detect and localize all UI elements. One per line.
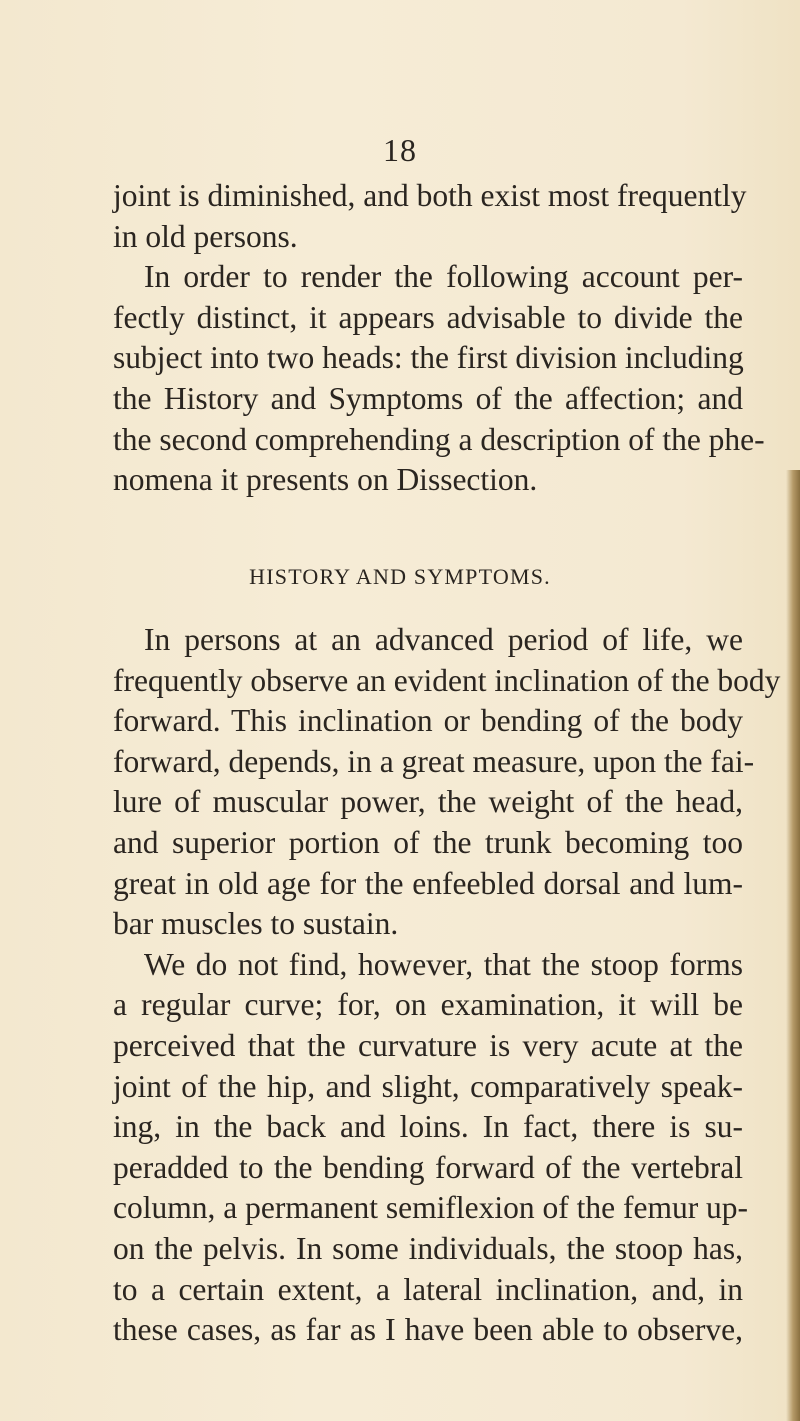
text-line: in old persons. <box>113 218 298 254</box>
text-line: ing, in the back and loins. In fact, there is su- <box>113 1109 743 1145</box>
text-line: frequently observe an evident inclination of the body <box>113 662 781 698</box>
text-line: In persons at an advanced period of life, we <box>144 622 743 657</box>
text-line: the History and Symptoms of the affection; and <box>113 380 743 416</box>
text-line: great in old age for the enfeebled dorsal and lum- <box>113 865 743 901</box>
section-heading: HISTORY AND SYMPTOMS. <box>249 564 551 589</box>
text-line: to a certain extent, a lateral inclination, and, in <box>113 1271 743 1307</box>
text-line: perceived that the curvature is very acute at the <box>113 1027 743 1063</box>
text-line: column, a permanent semiflexion of the femur up- <box>113 1190 749 1226</box>
page-number: 18 <box>383 132 417 168</box>
text-block-top <box>113 176 765 501</box>
text-line: and superior portion of the trunk becoming too <box>113 824 743 860</box>
text-line: fectly distinct, it appears advisable to divide the <box>113 299 743 335</box>
text-line: subject into two heads: the first division including <box>113 340 744 376</box>
text-line: forward. This inclination or bending of the body <box>113 703 743 739</box>
text-line: In order to render the following account per- <box>144 259 743 295</box>
text-line: lure of muscular power, the weight of the head, <box>113 784 743 820</box>
text-line: joint of the hip, and slight, comparatively speak- <box>113 1068 743 1104</box>
text-block-bottom <box>113 620 781 1351</box>
text-line: the second comprehending a description of the phe- <box>113 421 765 457</box>
text-line: peradded to the bending forward of the vertebral <box>113 1149 743 1185</box>
text-line: bar muscles to sustain. <box>113 906 399 942</box>
page-edge-shadow <box>786 470 800 1421</box>
text-line: joint is diminished, and both exist most frequently <box>113 178 747 213</box>
text-line: forward, depends, in a great measure, upon the fai- <box>113 743 755 779</box>
text-line: We do not find, however, that the stoop forms <box>144 946 743 982</box>
text-line: nomena it presents on Dissection. <box>113 462 538 498</box>
text-line: on the pelvis. In some individuals, the stoop has, <box>113 1230 743 1266</box>
text-line: these cases, as far as I have been able to observe, <box>113 1312 743 1348</box>
text-line: a regular curve; for, on examination, it will be <box>113 987 743 1023</box>
